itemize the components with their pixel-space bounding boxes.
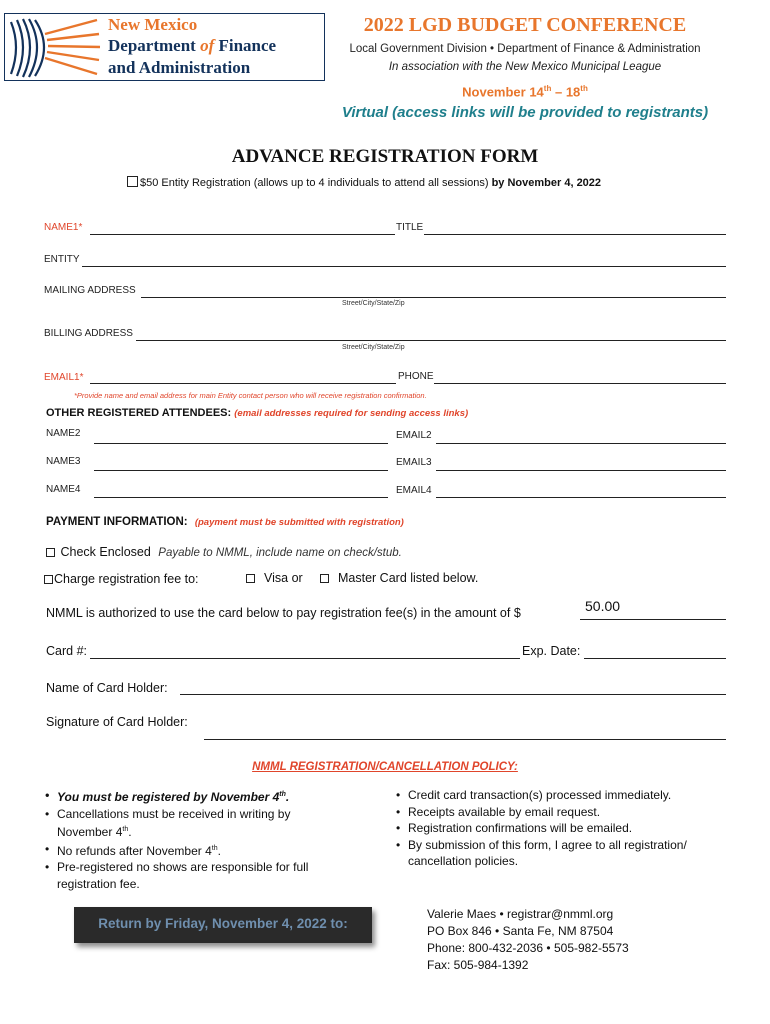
email3-field[interactable] <box>436 470 726 471</box>
logo-line-1: New Mexico <box>108 15 198 34</box>
dates-sup-2: th <box>580 84 588 93</box>
signature-label: Signature of Card Holder: <box>46 715 188 729</box>
amount-field[interactable] <box>580 619 726 620</box>
other-attendees-heading <box>46 407 468 419</box>
card-holder-label: Name of Card Holder: <box>46 681 168 695</box>
policy-left-list <box>45 787 345 892</box>
logo-of: of <box>200 36 215 55</box>
email1-field[interactable] <box>90 383 396 384</box>
name3-label: NAME3 <box>46 456 81 467</box>
return-contact <box>427 906 629 974</box>
logo-line-2 <box>108 36 276 56</box>
check-enclosed-label: Check Enclosed <box>60 545 151 559</box>
mastercard-label: Master Card listed below. <box>338 571 479 585</box>
policy-right-list <box>396 787 726 870</box>
other-attendees-title: OTHER REGISTERED ATTENDEES: <box>46 407 232 419</box>
return-banner-text: Return by Friday, November 4, 2022 to: <box>98 916 348 931</box>
dates-mid: – 18 <box>551 84 581 100</box>
policy-item-no-shows: • Pre-registered no shows are responsible for full registration fee. <box>45 859 345 892</box>
association-line: In association with the New Mexico Municipal League <box>388 61 662 73</box>
charge-checkbox[interactable] <box>44 575 53 584</box>
return-banner <box>74 907 372 943</box>
email2-label: EMAIL2 <box>396 430 432 441</box>
entity-registration-option[interactable] <box>127 176 601 189</box>
email2-field[interactable] <box>436 443 726 444</box>
signature-field[interactable] <box>204 739 726 740</box>
check-enclosed-option[interactable] <box>46 545 402 559</box>
name2-label: NAME2 <box>46 428 81 439</box>
entity-label: ENTITY <box>44 254 80 265</box>
name4-field[interactable] <box>94 497 388 498</box>
logo-finance: Finance <box>214 36 277 55</box>
exp-date-label: Exp. Date: <box>522 644 581 658</box>
mastercard-checkbox[interactable] <box>320 574 329 583</box>
phone-label: PHONE <box>398 371 434 382</box>
exp-date-field[interactable] <box>584 658 726 659</box>
conference-subtitle: Local Government Division • Department of Finance & Administration <box>349 43 701 55</box>
name2-field[interactable] <box>94 443 388 444</box>
conference-dates <box>330 84 720 99</box>
return-contact-name: Valerie Maes • registrar@nmml.org <box>427 907 614 921</box>
mailing-street-hint: Street/City/State/Zip <box>342 300 405 307</box>
charge-label: Charge registration fee to: <box>54 572 199 586</box>
email4-field[interactable] <box>436 497 726 498</box>
amount-value[interactable]: 50.00 <box>585 598 621 614</box>
virtual-note: Virtual (access links will be provided to registrants) <box>341 104 709 121</box>
payment-note: (payment must be submitted with registration) <box>194 517 404 528</box>
billing-address-label: BILLING ADDRESS <box>44 328 133 339</box>
logo <box>4 13 325 81</box>
dates-prefix: November 14 <box>462 84 544 100</box>
check-enclosed-note: Payable to NMML, include name on check/stub. <box>158 547 402 559</box>
entity-registration-checkbox[interactable] <box>127 176 138 187</box>
visa-option[interactable] <box>246 571 303 585</box>
logo-sunburst-icon <box>5 14 103 80</box>
title-field[interactable] <box>424 234 726 235</box>
email4-label: EMAIL4 <box>396 485 432 496</box>
mailing-address-field[interactable] <box>141 297 726 298</box>
other-attendees-note: (email addresses required for sending access links) <box>234 408 469 419</box>
policy-item-processed: • Credit card transaction(s) processed immediately. <box>396 787 726 804</box>
email1-label: EMAIL1* <box>44 372 84 383</box>
provide-note: *Provide name and email address for main Entity contact person who will receive registration confirmation. <box>74 391 427 400</box>
mastercard-option[interactable] <box>320 571 478 585</box>
mailing-address-label: MAILING ADDRESS <box>44 285 136 296</box>
policy-item-registered: • You must be registered by November 4th. <box>45 787 345 806</box>
authorized-text: NMML is authorized to use the card below to pay registration fee(s) in the amount of $ <box>46 606 521 620</box>
check-enclosed-checkbox[interactable] <box>46 548 55 557</box>
title-label: TITLE <box>396 222 424 233</box>
billing-address-field[interactable] <box>136 340 726 341</box>
email3-label: EMAIL3 <box>396 457 432 468</box>
return-phone: Phone: 800-432-2036 • 505-982-5573 <box>427 941 629 955</box>
card-number-field[interactable] <box>90 658 520 659</box>
visa-checkbox[interactable] <box>246 574 255 583</box>
card-number-label: Card #: <box>46 644 87 658</box>
card-holder-field[interactable] <box>180 694 726 695</box>
name1-label: NAME1* <box>44 222 83 233</box>
name3-field[interactable] <box>94 470 388 471</box>
entity-registration-deadline: by November 4, 2022 <box>488 177 602 189</box>
visa-label: Visa or <box>264 571 303 585</box>
entity-registration-text: $50 Entity Registration (allows up to 4 individuals to attend all sessions) <box>140 177 489 189</box>
form-title: ADVANCE REGISTRATION FORM <box>231 146 539 167</box>
phone-field[interactable] <box>434 383 726 384</box>
logo-line-3: and Administration <box>108 58 251 77</box>
conference-title: 2022 LGD BUDGET CONFERENCE <box>363 14 687 36</box>
return-fax: Fax: 505-984-1392 <box>427 958 529 972</box>
dates-sup-1: th <box>543 84 552 93</box>
policy-item-confirmations: • Registration confirmations will be emailed. <box>396 820 726 837</box>
policy-item-agreement: • By submission of this form, I agree to all registration/ cancellation policies. <box>396 837 726 870</box>
payment-title: PAYMENT INFORMATION: <box>46 516 188 528</box>
policy-item-cancellations: • Cancellations must be received in writing by November 4th. <box>45 806 345 841</box>
billing-street-hint: Street/City/State/Zip <box>342 344 405 351</box>
name4-label: NAME4 <box>46 484 81 495</box>
name1-field[interactable] <box>90 234 395 235</box>
entity-field[interactable] <box>82 266 726 267</box>
policy-item-no-refunds: • No refunds after November 4th. <box>45 841 345 860</box>
charge-option[interactable] <box>44 572 199 586</box>
policy-item-receipts: • Receipts available by email request. <box>396 804 726 821</box>
logo-department: Department <box>108 36 201 55</box>
return-address: PO Box 846 • Santa Fe, NM 87504 <box>427 924 614 938</box>
policy-heading: NMML REGISTRATION/CANCELLATION POLICY: <box>252 761 518 773</box>
payment-heading <box>46 516 404 528</box>
